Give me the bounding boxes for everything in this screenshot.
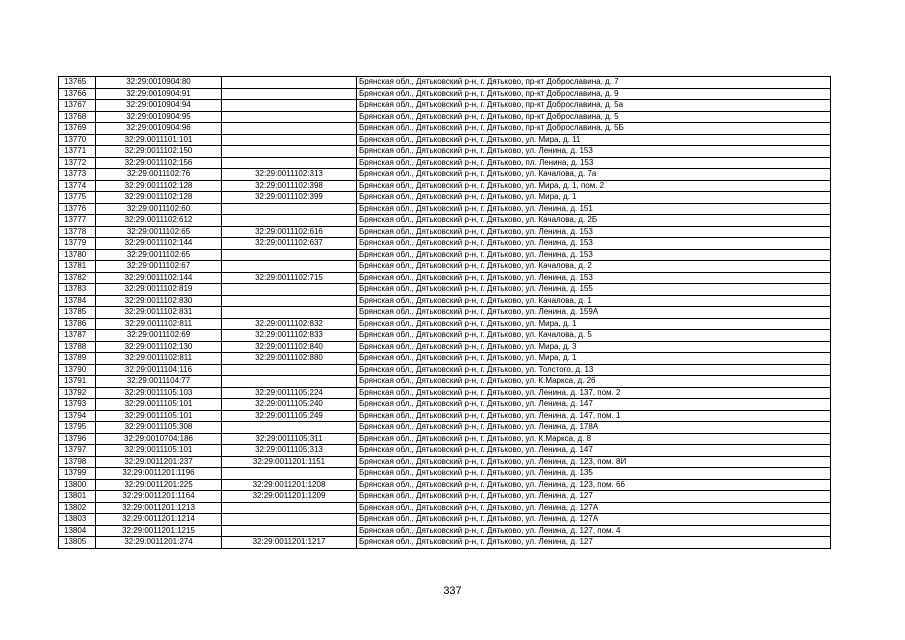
- table-row: [59, 100, 831, 112]
- cadastral-number-cell: 32:29:0011102:144: [96, 272, 222, 284]
- table-row: [59, 192, 831, 204]
- table-row: [59, 399, 831, 411]
- address-cell: Брянская обл., Дятьковский р-н, г. Дятьково, ул. Мира, д. 1: [357, 318, 831, 330]
- address-cell: Брянская обл., Дятьковский р-н, г. Дятьково, ул. К.Маркса, д. 26: [357, 376, 831, 388]
- related-cadastral-number-cell: 32:29:0011102:880: [222, 353, 357, 365]
- address-cell: Брянская обл., Дятьковский р-н, г. Дятьково, ул. Ленина, д. 127А: [357, 514, 831, 526]
- address-cell: Брянская обл., Дятьковский р-н, г. Дятьково, ул. Ленина, д. 127, пом. 4: [357, 525, 831, 537]
- address-cell: Брянская обл., Дятьковский р-н, г. Дятьково, ул. Ленина, д. 127: [357, 491, 831, 503]
- address-cell: Брянская обл., Дятьковский р-н, г. Дятьково, ул. Ленина, д. 153: [357, 249, 831, 261]
- address-cell: Брянская обл., Дятьковский р-н, г. Дятьково, ул. Качалова, д. 1: [357, 295, 831, 307]
- cadastral-number-cell: 32:29:0011105:101: [96, 410, 222, 422]
- row-number-cell: 13790: [59, 364, 96, 376]
- row-number-cell: 13777: [59, 215, 96, 227]
- row-number-cell: 13800: [59, 479, 96, 491]
- address-cell: Брянская обл., Дятьковский р-н, г. Дятьково, ул. Качалова, д. 2: [357, 261, 831, 273]
- table-body: [59, 77, 831, 549]
- table-row: [59, 203, 831, 215]
- row-number-cell: 13783: [59, 284, 96, 296]
- address-cell: Брянская обл., Дятьковский р-н, г. Дятьково, пл. Ленина, д. 153: [357, 157, 831, 169]
- cadastral-number-cell: 32:29:0011201:1164: [96, 491, 222, 503]
- address-cell: Брянская обл., Дятьковский р-н, г. Дятьково, ул. Ленина, д. 123, пом. 66: [357, 479, 831, 491]
- cadastral-number-cell: 32:29:0011201:1214: [96, 514, 222, 526]
- row-number-cell: 13774: [59, 180, 96, 192]
- table-row: [59, 479, 831, 491]
- table-row: [59, 364, 831, 376]
- table-row: [59, 249, 831, 261]
- cadastral-number-cell: 32:29:0011104:77: [96, 376, 222, 388]
- row-number-cell: 13793: [59, 399, 96, 411]
- table-row: [59, 353, 831, 365]
- cadastral-number-cell: 32:29:0011102:144: [96, 238, 222, 250]
- cadastral-number-cell: 32:29:0010904:95: [96, 111, 222, 123]
- related-cadastral-number-cell: 32:29:0011102:832: [222, 318, 357, 330]
- row-number-cell: 13792: [59, 387, 96, 399]
- related-cadastral-number-cell: [222, 146, 357, 158]
- row-number-cell: 13801: [59, 491, 96, 503]
- related-cadastral-number-cell: 32:29:0011102:399: [222, 192, 357, 204]
- table-row: [59, 169, 831, 181]
- table-row: [59, 215, 831, 227]
- row-number-cell: 13775: [59, 192, 96, 204]
- related-cadastral-number-cell: [222, 111, 357, 123]
- address-cell: Брянская обл., Дятьковский р-н, г. Дятьково, ул. Ленина, д. 159А: [357, 307, 831, 319]
- table-row: [59, 376, 831, 388]
- related-cadastral-number-cell: [222, 422, 357, 434]
- related-cadastral-number-cell: [222, 364, 357, 376]
- cadastral-number-cell: 32:29:0010904:91: [96, 88, 222, 100]
- address-cell: Брянская обл., Дятьковский р-н, г. Дятьково, ул. Ленина, д. 155: [357, 284, 831, 296]
- related-cadastral-number-cell: [222, 249, 357, 261]
- cadastral-number-cell: 32:29:0011102:612: [96, 215, 222, 227]
- page-number: 337: [443, 585, 462, 597]
- cadastral-number-cell: 32:29:0011201:237: [96, 456, 222, 468]
- address-cell: Брянская обл., Дятьковский р-н, г. Дятьково, ул. Ленина, д. 135: [357, 468, 831, 480]
- related-cadastral-number-cell: 32:29:0011102:616: [222, 226, 357, 238]
- row-number-cell: 13796: [59, 433, 96, 445]
- address-cell: Брянская обл., Дятьковский р-н, г. Дятьково, ул. Мира, д. 1: [357, 192, 831, 204]
- table-row: [59, 537, 831, 549]
- related-cadastral-number-cell: 32:29:0011201:1208: [222, 479, 357, 491]
- table-row: [59, 238, 831, 250]
- address-cell: Брянская обл., Дятьковский р-н, г. Дятьково, ул. Качалова, д. 2Б: [357, 215, 831, 227]
- address-cell: Брянская обл., Дятьковский р-н, г. Дятьково, ул. Ленина, д. 123, пом. 8И: [357, 456, 831, 468]
- cadastral-number-cell: 32:29:0010904:94: [96, 100, 222, 112]
- table-row: [59, 295, 831, 307]
- table-row: [59, 261, 831, 273]
- related-cadastral-number-cell: [222, 77, 357, 89]
- cadastral-number-cell: 32:29:0011102:130: [96, 341, 222, 353]
- row-number-cell: 13791: [59, 376, 96, 388]
- address-cell: Брянская обл., Дятьковский р-н, г. Дятьково, ул. Мира, д. 3: [357, 341, 831, 353]
- address-cell: Брянская обл., Дятьковский р-н, г. Дятьково, ул. Ленина, д. 178А: [357, 422, 831, 434]
- cadastral-number-cell: 32:29:0011201:1196: [96, 468, 222, 480]
- cadastral-number-cell: 32:29:0011102:156: [96, 157, 222, 169]
- address-cell: Брянская обл., Дятьковский р-н, г. Дятьково, ул. Мира, д. 1, пом. 2: [357, 180, 831, 192]
- cadastral-number-cell: 32:29:0011201:1213: [96, 502, 222, 514]
- row-number-cell: 13786: [59, 318, 96, 330]
- cadastral-number-cell: 32:29:0011102:76: [96, 169, 222, 181]
- table-row: [59, 330, 831, 342]
- address-cell: Брянская обл., Дятьковский р-н, г. Дятьково, ул. Мира, д. 1: [357, 353, 831, 365]
- related-cadastral-number-cell: 32:29:0011102:840: [222, 341, 357, 353]
- row-number-cell: 13769: [59, 123, 96, 135]
- address-cell: Брянская обл., Дятьковский р-н, г. Дятьково, ул. Ленина, д. 147: [357, 399, 831, 411]
- table-row: [59, 146, 831, 158]
- row-number-cell: 13788: [59, 341, 96, 353]
- table-row: [59, 123, 831, 135]
- row-number-cell: 13767: [59, 100, 96, 112]
- cadastral-number-cell: 32:29:0011201:274: [96, 537, 222, 549]
- row-number-cell: 13765: [59, 77, 96, 89]
- row-number-cell: 13785: [59, 307, 96, 319]
- related-cadastral-number-cell: 32:29:0011102:715: [222, 272, 357, 284]
- row-number-cell: 13805: [59, 537, 96, 549]
- table-row: [59, 341, 831, 353]
- address-cell: Брянская обл., Дятьковский р-н, г. Дятьково, ул. Ленина, д. 127: [357, 537, 831, 549]
- row-number-cell: 13798: [59, 456, 96, 468]
- related-cadastral-number-cell: [222, 123, 357, 135]
- related-cadastral-number-cell: [222, 157, 357, 169]
- related-cadastral-number-cell: 32:29:0011201:1151: [222, 456, 357, 468]
- address-cell: Брянская обл., Дятьковский р-н, г. Дятьково, пр-кт Доброславина, д. 7: [357, 77, 831, 89]
- table-row: [59, 134, 831, 146]
- row-number-cell: 13799: [59, 468, 96, 480]
- table-row: [59, 284, 831, 296]
- cadastral-number-cell: 32:29:0011105:308: [96, 422, 222, 434]
- cadastral-number-cell: 32:29:0011201:1215: [96, 525, 222, 537]
- row-number-cell: 13787: [59, 330, 96, 342]
- row-number-cell: 13776: [59, 203, 96, 215]
- row-number-cell: 13771: [59, 146, 96, 158]
- cadastral-number-cell: 32:29:0010704:186: [96, 433, 222, 445]
- row-number-cell: 13802: [59, 502, 96, 514]
- related-cadastral-number-cell: 32:29:0011102:833: [222, 330, 357, 342]
- table-row: [59, 318, 831, 330]
- table-row: [59, 456, 831, 468]
- address-cell: Брянская обл., Дятьковский р-н, г. Дятьково, ул. Мира, д. 11: [357, 134, 831, 146]
- address-cell: Брянская обл., Дятьковский р-н, г. Дятьково, ул. Ленина, д. 153: [357, 146, 831, 158]
- address-cell: Брянская обл., Дятьковский р-н, г. Дятьково, ул. Ленина, д. 151: [357, 203, 831, 215]
- related-cadastral-number-cell: [222, 215, 357, 227]
- cadastral-number-cell: 32:29:0011102:65: [96, 249, 222, 261]
- cadastral-number-cell: 32:29:0011105:101: [96, 445, 222, 457]
- table-row: [59, 422, 831, 434]
- table-row: [59, 525, 831, 537]
- cadastral-number-cell: 32:29:0011102:128: [96, 180, 222, 192]
- related-cadastral-number-cell: 32:29:0011102:313: [222, 169, 357, 181]
- address-cell: Брянская обл., Дятьковский р-н, г. Дятьково, ул. Ленина, д. 147, пом. 1: [357, 410, 831, 422]
- related-cadastral-number-cell: [222, 514, 357, 526]
- row-number-cell: 13803: [59, 514, 96, 526]
- address-cell: Брянская обл., Дятьковский р-н, г. Дятьково, пр-кт Доброславина, д. 5Б: [357, 123, 831, 135]
- row-number-cell: 13781: [59, 261, 96, 273]
- row-number-cell: 13778: [59, 226, 96, 238]
- cadastral-number-cell: 32:29:0010904:80: [96, 77, 222, 89]
- related-cadastral-number-cell: [222, 203, 357, 215]
- row-number-cell: 13773: [59, 169, 96, 181]
- related-cadastral-number-cell: 32:29:0011105:311: [222, 433, 357, 445]
- row-number-cell: 13780: [59, 249, 96, 261]
- cadastral-number-cell: 32:29:0011102:811: [96, 318, 222, 330]
- related-cadastral-number-cell: [222, 100, 357, 112]
- related-cadastral-number-cell: [222, 525, 357, 537]
- related-cadastral-number-cell: 32:29:0011102:398: [222, 180, 357, 192]
- related-cadastral-number-cell: [222, 295, 357, 307]
- row-number-cell: 13782: [59, 272, 96, 284]
- cadastral-number-cell: 32:29:0011101:101: [96, 134, 222, 146]
- address-cell: Брянская обл., Дятьковский р-н, г. Дятьково, пр-кт Доброславина, д. 9: [357, 88, 831, 100]
- row-number-cell: 13770: [59, 134, 96, 146]
- address-cell: Брянская обл., Дятьковский р-н, г. Дятьково, ул. Ленина, д. 153: [357, 226, 831, 238]
- row-number-cell: 13804: [59, 525, 96, 537]
- related-cadastral-number-cell: [222, 307, 357, 319]
- row-number-cell: 13768: [59, 111, 96, 123]
- address-cell: Брянская обл., Дятьковский р-н, г. Дятьково, ул. Ленина, д. 153: [357, 238, 831, 250]
- address-cell: Брянская обл., Дятьковский р-н, г. Дятьково, ул. Качалова, д. 5: [357, 330, 831, 342]
- row-number-cell: 13784: [59, 295, 96, 307]
- related-cadastral-number-cell: [222, 502, 357, 514]
- table-row: [59, 307, 831, 319]
- table-row: [59, 445, 831, 457]
- row-number-cell: 13795: [59, 422, 96, 434]
- cadastral-number-cell: 32:29:0011104:116: [96, 364, 222, 376]
- related-cadastral-number-cell: [222, 468, 357, 480]
- table-row: [59, 514, 831, 526]
- address-cell: Брянская обл., Дятьковский р-н, г. Дятьково, ул. Ленина, д. 153: [357, 272, 831, 284]
- cadastral-number-cell: 32:29:0011102:150: [96, 146, 222, 158]
- cadastral-number-cell: 32:29:0011102:69: [96, 330, 222, 342]
- address-cell: Брянская обл., Дятьковский р-н, г. Дятьково, ул. Толстого, д. 13: [357, 364, 831, 376]
- table-row: [59, 226, 831, 238]
- table-row: [59, 491, 831, 503]
- cadastral-number-cell: 32:29:0011105:103: [96, 387, 222, 399]
- table-row: [59, 77, 831, 89]
- related-cadastral-number-cell: [222, 134, 357, 146]
- related-cadastral-number-cell: 32:29:0011105:313: [222, 445, 357, 457]
- cadastral-number-cell: 32:29:0011102:831: [96, 307, 222, 319]
- table-row: [59, 88, 831, 100]
- address-cell: Брянская обл., Дятьковский р-н, г. Дятьково, ул. Ленина, д. 127А: [357, 502, 831, 514]
- address-cell: Брянская обл., Дятьковский р-н, г. Дятьково, пр-кт Доброславина, д. 5а: [357, 100, 831, 112]
- related-cadastral-number-cell: 32:29:0011105:249: [222, 410, 357, 422]
- related-cadastral-number-cell: [222, 376, 357, 388]
- cadastral-number-cell: 32:29:0011102:830: [96, 295, 222, 307]
- cadastral-number-cell: 32:29:0011105:101: [96, 399, 222, 411]
- registry-table: [58, 76, 831, 549]
- cadastral-number-cell: 32:29:0011102:811: [96, 353, 222, 365]
- row-number-cell: 13789: [59, 353, 96, 365]
- table-row: [59, 180, 831, 192]
- address-cell: Брянская обл., Дятьковский р-н, г. Дятьково, ул. Ленина, д. 137, пом. 2: [357, 387, 831, 399]
- row-number-cell: 13779: [59, 238, 96, 250]
- related-cadastral-number-cell: [222, 88, 357, 100]
- cadastral-number-cell: 32:29:0011201:225: [96, 479, 222, 491]
- related-cadastral-number-cell: [222, 284, 357, 296]
- table-row: [59, 410, 831, 422]
- row-number-cell: 13766: [59, 88, 96, 100]
- cadastral-number-cell: 32:29:0011102:67: [96, 261, 222, 273]
- address-cell: Брянская обл., Дятьковский р-н, г. Дятьково, пр-кт Доброславина, д. 5: [357, 111, 831, 123]
- address-cell: Брянская обл., Дятьковский р-н, г. Дятьково, ул. К.Маркса, д. 8: [357, 433, 831, 445]
- cadastral-number-cell: 32:29:0010904:96: [96, 123, 222, 135]
- related-cadastral-number-cell: 32:29:0011102:637: [222, 238, 357, 250]
- cadastral-number-cell: 32:29:0011102:819: [96, 284, 222, 296]
- table-row: [59, 111, 831, 123]
- row-number-cell: 13794: [59, 410, 96, 422]
- table-row: [59, 387, 831, 399]
- table-row: [59, 272, 831, 284]
- cadastral-number-cell: 32:29:0011102:60: [96, 203, 222, 215]
- address-cell: Брянская обл., Дятьковский р-н, г. Дятьково, ул. Качалова, д. 7а: [357, 169, 831, 181]
- table-row: [59, 433, 831, 445]
- address-cell: Брянская обл., Дятьковский р-н, г. Дятьково, ул. Ленина, д. 147: [357, 445, 831, 457]
- related-cadastral-number-cell: 32:29:0011105:224: [222, 387, 357, 399]
- row-number-cell: 13772: [59, 157, 96, 169]
- table-row: [59, 157, 831, 169]
- related-cadastral-number-cell: 32:29:0011201:1217: [222, 537, 357, 549]
- cadastral-number-cell: 32:29:0011102:65: [96, 226, 222, 238]
- cadastral-number-cell: 32:29:0011102:128: [96, 192, 222, 204]
- related-cadastral-number-cell: [222, 261, 357, 273]
- related-cadastral-number-cell: 32:29:0011105:240: [222, 399, 357, 411]
- table-row: [59, 502, 831, 514]
- row-number-cell: 13797: [59, 445, 96, 457]
- table-row: [59, 468, 831, 480]
- related-cadastral-number-cell: 32:29:0011201:1209: [222, 491, 357, 503]
